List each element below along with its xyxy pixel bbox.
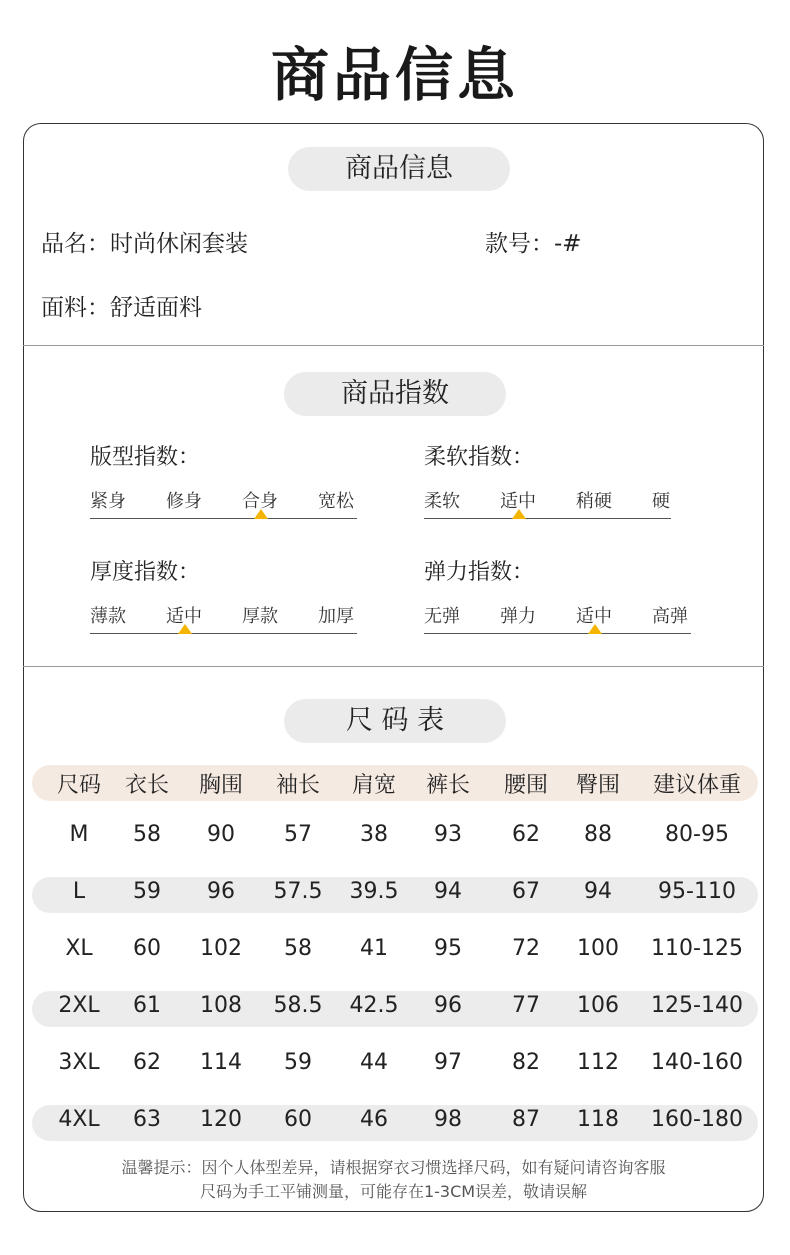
table-cell: 108 — [200, 993, 242, 1018]
table-cell: 90 — [207, 822, 235, 847]
table-cell: 102 — [200, 936, 242, 961]
table-cell: 2XL — [58, 993, 100, 1018]
section-divider — [23, 666, 764, 667]
table-header-cell: 臀围 — [575, 773, 621, 798]
index-option: 薄款 — [90, 606, 126, 627]
table-cell: 58 — [133, 822, 161, 847]
table-cell: 87 — [512, 1107, 540, 1132]
table-cell: 106 — [577, 993, 619, 1018]
index-option: 无弹 — [424, 606, 460, 627]
table-header-cell: 肩宽 — [351, 773, 397, 798]
index-option: 紧身 — [90, 491, 126, 512]
table-cell: 95-110 — [658, 879, 736, 904]
index-title: 柔软指数： — [424, 445, 535, 470]
table-cell: 93 — [434, 822, 462, 847]
index-block — [90, 440, 390, 535]
table-cell: 63 — [133, 1107, 161, 1132]
index-marker-icon — [512, 509, 526, 519]
table-cell: 39.5 — [349, 879, 399, 904]
table-cell: 94 — [584, 879, 612, 904]
index-option: 高弹 — [652, 606, 688, 627]
index-option: 厚款 — [242, 606, 278, 627]
index-option: 弹力 — [500, 606, 536, 627]
table-cell: 160-180 — [651, 1107, 743, 1132]
table-cell: 41 — [360, 936, 388, 961]
table-header-cell: 衣长 — [124, 773, 170, 798]
table-cell: L — [72, 879, 86, 904]
index-option: 修身 — [166, 491, 202, 512]
index-option: 合身 — [242, 491, 278, 512]
table-cell: 118 — [577, 1107, 619, 1132]
table-cell: 95 — [434, 936, 462, 961]
table-header-cell: 建议体重 — [652, 773, 742, 798]
table-cell: 57 — [284, 822, 312, 847]
index-option: 柔软 — [424, 491, 460, 512]
index-block — [424, 555, 724, 650]
table-cell: 114 — [200, 1050, 242, 1075]
index-option: 适中 — [166, 606, 202, 627]
table-cell: 67 — [512, 879, 540, 904]
table-cell: 44 — [360, 1050, 388, 1075]
product-name: 品名：时尚休闲套装 — [41, 231, 248, 257]
table-cell: 100 — [577, 936, 619, 961]
table-cell: 77 — [512, 993, 540, 1018]
index-title: 弹力指数： — [424, 560, 535, 585]
index-block — [424, 440, 724, 535]
index-scale-line — [90, 518, 357, 519]
index-marker-icon — [178, 624, 192, 634]
index-title: 版型指数： — [90, 445, 201, 470]
table-cell: 94 — [434, 879, 462, 904]
style-number: 款号：-# — [485, 231, 582, 257]
index-title: 厚度指数： — [90, 560, 201, 585]
index-scale-line — [90, 633, 357, 634]
table-cell: 42.5 — [349, 993, 399, 1018]
table-cell: 58.5 — [273, 993, 323, 1018]
table-cell: XL — [65, 936, 93, 961]
table-cell: 57.5 — [273, 879, 323, 904]
page-title: 商品信息 — [270, 41, 519, 109]
table-cell: 82 — [512, 1050, 540, 1075]
table-cell: 38 — [360, 822, 388, 847]
fabric: 面料：舒适面料 — [41, 295, 202, 321]
table-cell: 80-95 — [665, 822, 729, 847]
size-note: 尺码为手工平铺测量，可能存在1-3CM误差，敬请误解 — [199, 1182, 588, 1201]
index-option: 加厚 — [318, 606, 354, 627]
table-cell: 112 — [577, 1050, 619, 1075]
table-cell: 140-160 — [651, 1050, 743, 1075]
index-option: 适中 — [576, 606, 612, 627]
table-cell: 59 — [284, 1050, 312, 1075]
index-option: 宽松 — [318, 491, 354, 512]
table-cell: 58 — [284, 936, 312, 961]
index-marker-icon — [254, 509, 268, 519]
index-option: 稍硬 — [576, 491, 612, 512]
table-cell: 62 — [133, 1050, 161, 1075]
product-index-heading: 商品指数 — [284, 372, 506, 416]
table-cell: 72 — [512, 936, 540, 961]
table-cell: 61 — [133, 993, 161, 1018]
index-scale-line — [424, 518, 671, 519]
size-chart-heading: 尺 码 表 — [284, 699, 506, 743]
index-scale-line — [424, 633, 691, 634]
table-cell: 96 — [434, 993, 462, 1018]
table-cell: 4XL — [58, 1107, 100, 1132]
table-cell: 125-140 — [651, 993, 743, 1018]
table-cell: 110-125 — [651, 936, 743, 961]
table-cell: 120 — [200, 1107, 242, 1132]
size-note: 温馨提示：因个人体型差异，请根据穿衣习惯选择尺码，如有疑问请咨询客服 — [121, 1158, 666, 1177]
table-header-cell: 袖长 — [275, 773, 321, 798]
table-header-cell: 腰围 — [503, 773, 549, 798]
product-info-heading: 商品信息 — [288, 147, 510, 191]
table-cell: 59 — [133, 879, 161, 904]
index-option: 硬 — [652, 491, 670, 512]
index-marker-icon — [588, 624, 602, 634]
table-cell: 96 — [207, 879, 235, 904]
table-cell: 62 — [512, 822, 540, 847]
table-cell: 88 — [584, 822, 612, 847]
table-cell: 46 — [360, 1107, 388, 1132]
product-card — [23, 123, 764, 1212]
section-divider — [23, 345, 764, 346]
table-cell: 97 — [434, 1050, 462, 1075]
index-option: 适中 — [500, 491, 536, 512]
index-block — [90, 555, 390, 650]
table-cell: 60 — [284, 1107, 312, 1132]
table-cell: 98 — [434, 1107, 462, 1132]
table-cell: 3XL — [58, 1050, 100, 1075]
table-cell: 60 — [133, 936, 161, 961]
table-cell: M — [69, 822, 89, 847]
table-header-cell: 裤长 — [425, 773, 471, 798]
table-header-cell: 尺码 — [56, 773, 102, 798]
table-header-cell: 胸围 — [198, 773, 244, 798]
